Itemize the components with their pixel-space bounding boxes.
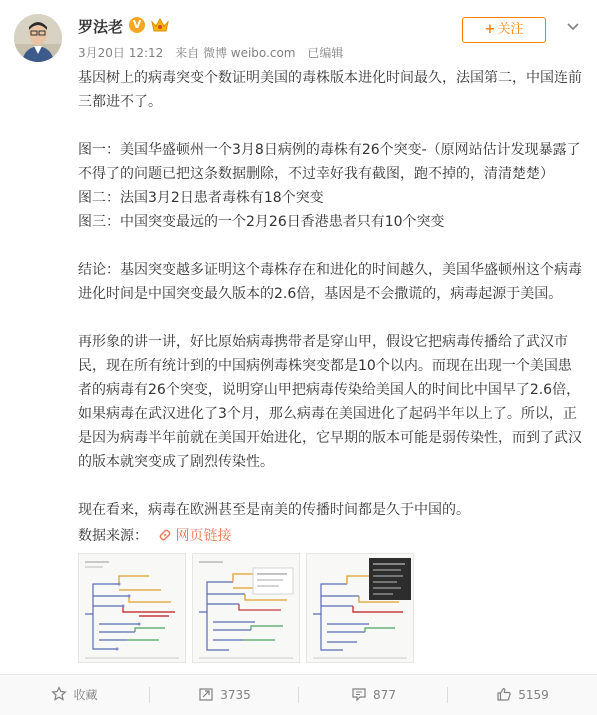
paragraph-intro: 基因树上的病毒突变个数证明美国的毒株版本进化时间最久，法国第二，中国连前三都进不了。 [78,70,582,110]
repost-icon [198,686,214,702]
plus-icon: + [484,22,496,37]
repost-count: 3735 [220,688,251,702]
paragraph-figure-2: 图二：法国3月2日患者毒株有18个突变 [78,190,324,206]
member-crown-icon [150,17,170,33]
post-content [78,66,584,522]
star-icon [51,686,67,702]
paragraph-conclusion: 结论：基因突变越多证明这个毒株存在和进化的时间越久，美国华盛顿州这个病毒进化时间是中国突变最久版本的2.6倍，基因是不会撒谎的，病毒起源于美国。 [78,262,582,302]
source-label: 数据来源： [78,528,148,544]
paragraph-figure-1: 图一：美国华盛顿州一个3月8日病例的毒株有26个突变-（原网站估计发现暴露了不得了的问题已把这条数据删除，不过幸好我有截图，跑不掉的，清清楚楚） [78,142,581,182]
source-line [78,524,231,550]
favorite-label: 收藏 [73,688,98,702]
thumbnail-image-1[interactable] [78,553,186,663]
repost-button[interactable] [150,675,299,715]
chevron-down-icon[interactable] [565,18,581,34]
comment-button[interactable] [299,675,448,715]
post-source: 来自 微博 weibo.com [175,46,296,60]
favorite-button[interactable] [0,675,149,715]
follow-button[interactable] [462,17,546,43]
comment-icon [351,686,367,702]
thumbnail-image-3[interactable] [306,553,414,663]
edited-label[interactable]: 已编辑 [307,46,344,60]
follow-label: 关注 [497,22,524,37]
paragraph-closing: 现在看来，病毒在欧洲甚至是南美的传播时间都是久于中国的。 [78,502,470,518]
link-icon [158,526,172,550]
avatar[interactable] [14,14,62,62]
paragraph-explanation: 再形象的讲一讲，好比原始病毒携带者是穿山甲，假设它把病毒传播给了武汉市民，现在所有统计到的中国病例毒株突变都是10个以内。而现在出现一个美国患者的病毒有26个突变，说明穿山甲把病毒传染给美国人的时间比中国早了2.6倍，如果病毒在武汉进化了3个月，那么病毒在美国进化了起码半年以上了。所以，正是因为病毒半年前就在美国开始进化，它早期的版本可能是弱传染性，而到了武汉的版本就突变成了剧烈传染性。 [78,334,582,470]
web-link[interactable] [158,528,231,544]
action-bar [0,674,597,715]
post-meta [78,44,351,61]
like-count: 5159 [518,688,549,702]
thumbs-up-icon [496,686,512,702]
like-button[interactable] [448,675,597,715]
post-date[interactable]: 3月20日 12:12 [78,46,164,60]
comment-count: 877 [373,688,396,702]
web-link-label: 网页链接 [175,528,232,544]
thumbnail-image-2[interactable] [192,553,300,663]
author-name[interactable]: 罗法老 [78,18,124,36]
verified-badge-icon: V [129,17,145,33]
paragraph-figure-3: 图三：中国突变最远的一个2月26日香港患者只有10个突变 [78,214,445,230]
